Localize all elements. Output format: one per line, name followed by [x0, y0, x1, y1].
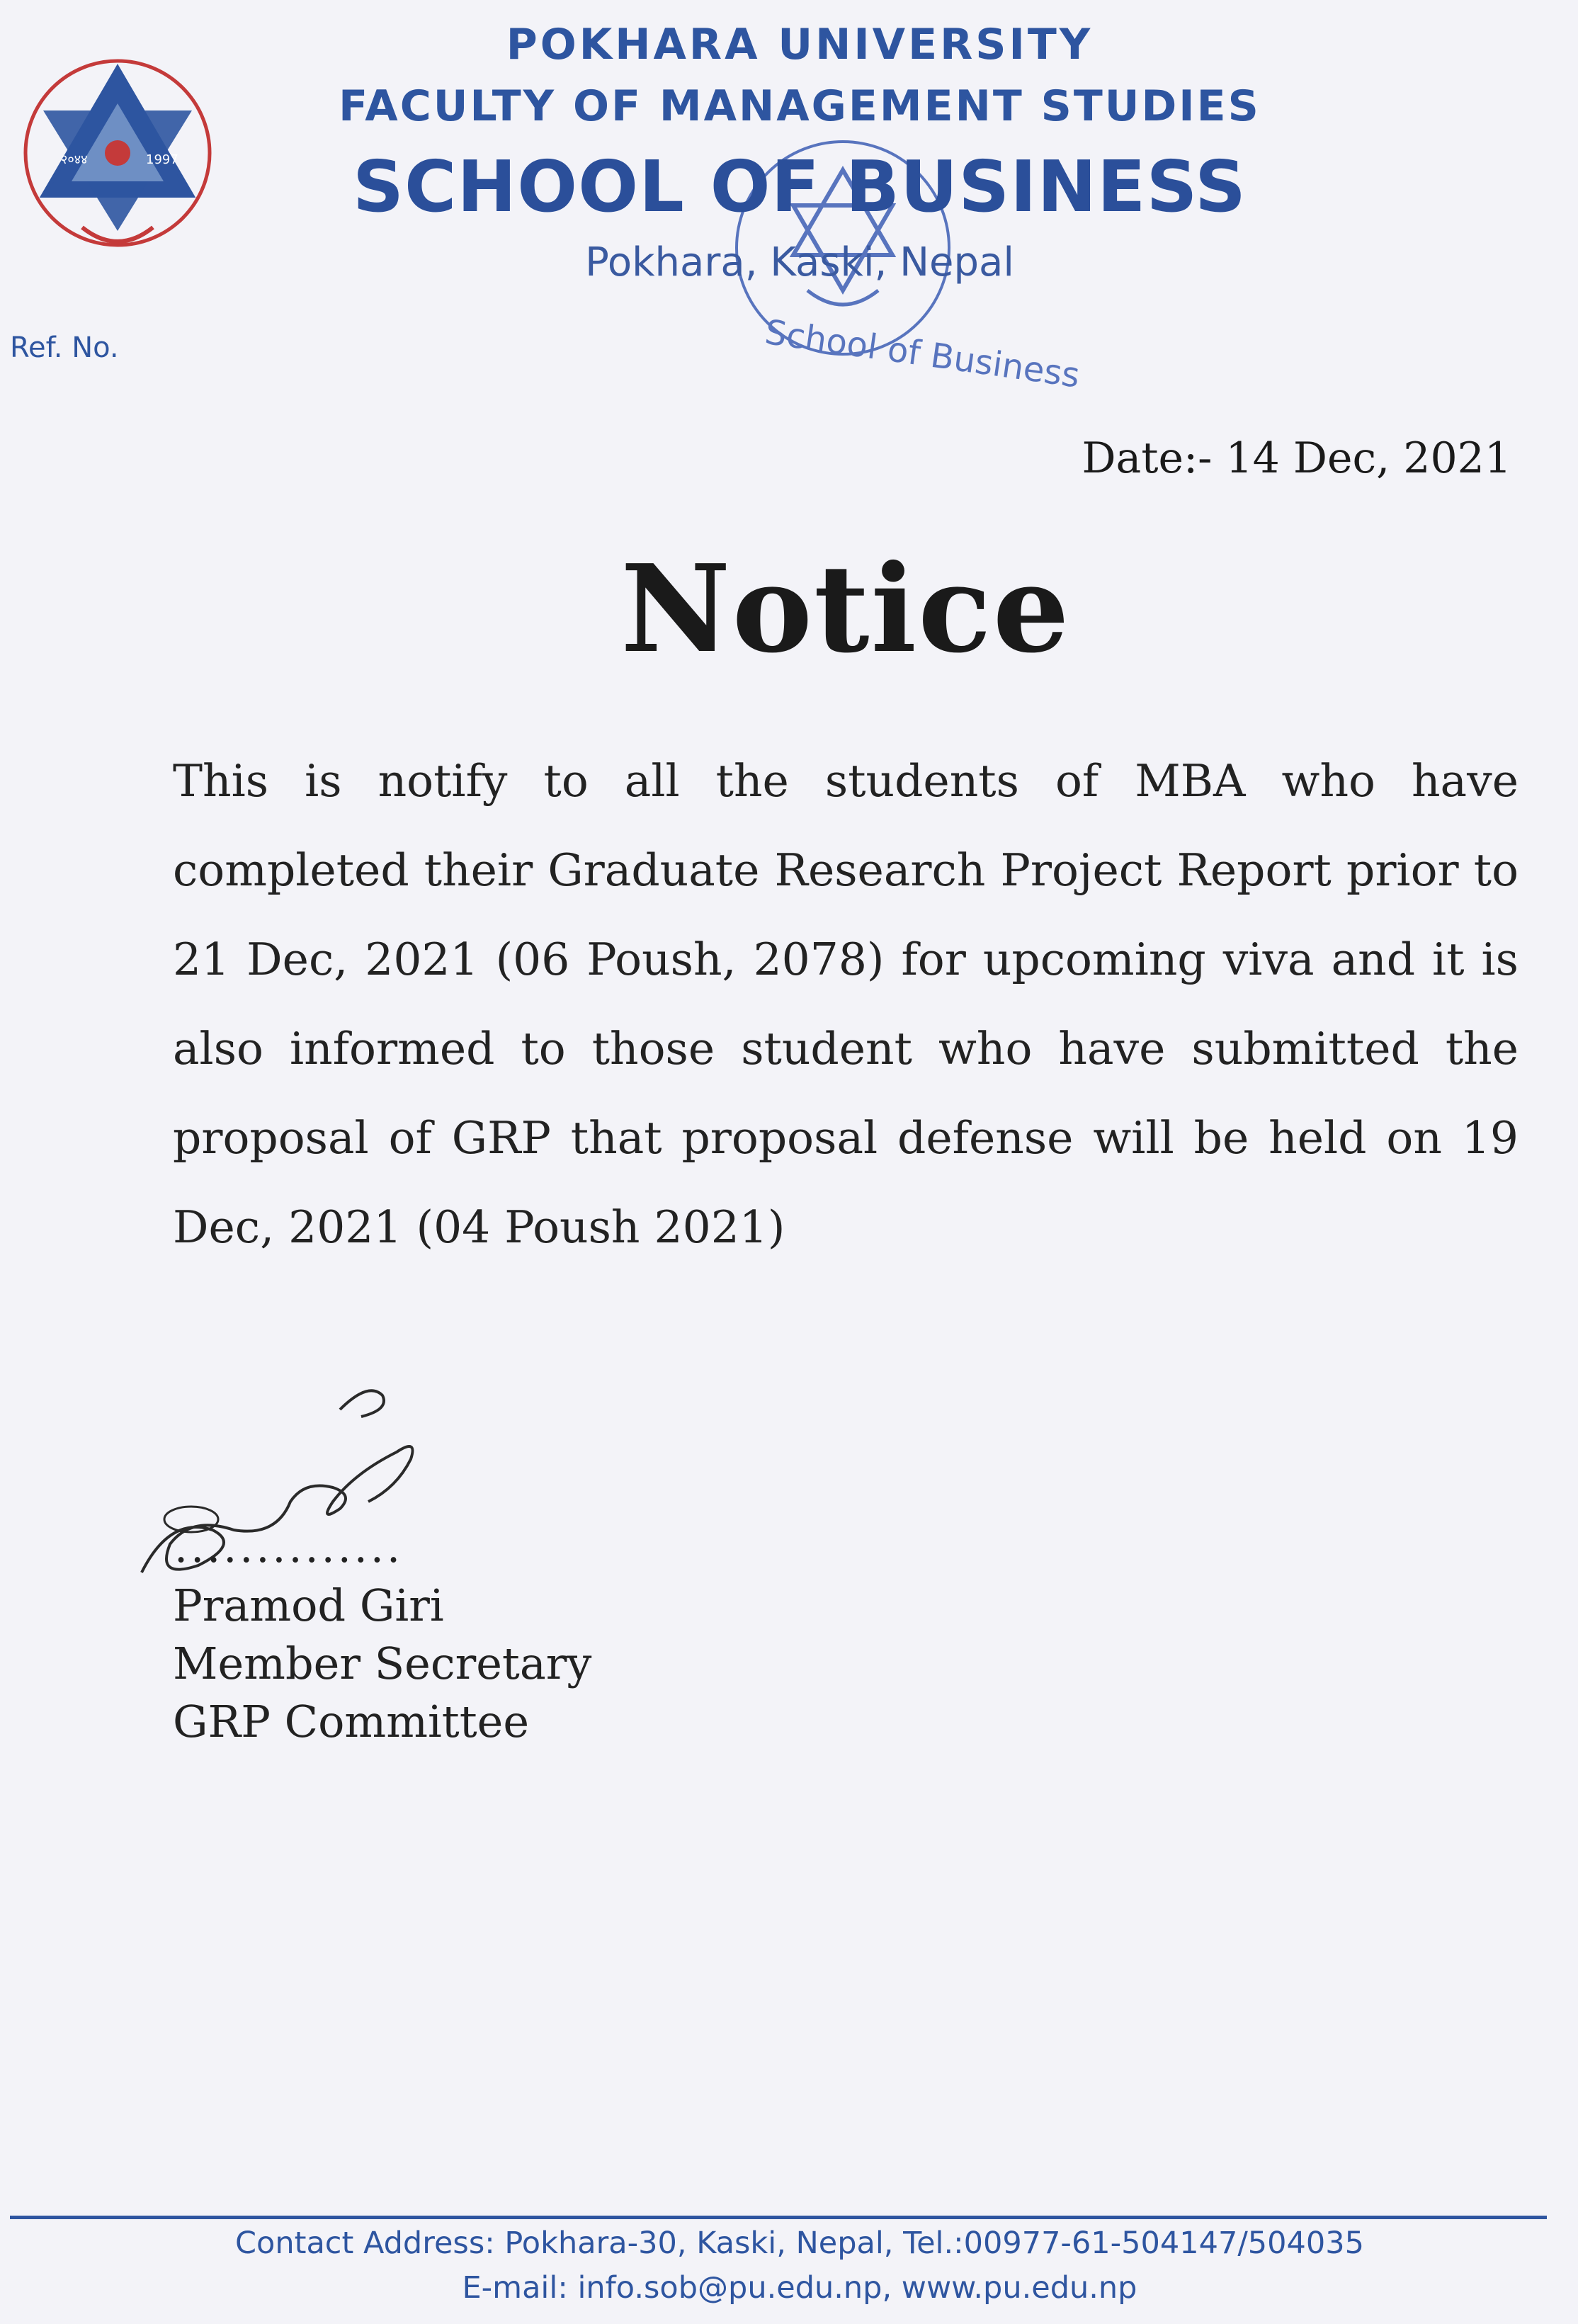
ref-no-label: Ref. No.: [10, 331, 119, 364]
footer-address: Contact Address: Pokhara-30, Kaski, Nepal, Tel.:00977-61-504147/504035: [235, 2226, 1364, 2261]
svg-text:School of Business: School of Business: [762, 312, 1082, 396]
svg-text:२०४४: २०४४: [61, 152, 88, 167]
school-name: SCHOOL OF BUSINESS: [353, 145, 1247, 228]
signature-line: ..............: [174, 1523, 404, 1572]
signatory-committee: GRP Committee: [173, 1696, 530, 1747]
footer-email: E-mail: info.sob@pu.edu.np, www.pu.edu.np: [462, 2270, 1137, 2306]
faculty-name: FACULTY OF MANAGEMENT STUDIES: [339, 81, 1261, 131]
svg-text:1997: 1997: [146, 152, 178, 167]
notice-date: Date:- 14 Dec, 2021: [1082, 433, 1511, 483]
signatory-name: Pramod Giri: [173, 1580, 444, 1631]
university-name: POKHARA UNIVERSITY: [506, 20, 1094, 69]
location: Pokhara, Kaski, Nepal: [585, 239, 1014, 285]
page-title: Notice: [620, 538, 1071, 680]
footer-divider: [10, 2216, 1547, 2219]
notice-body: This is notify to all the students of MBA who have completed their Graduate Research Project Report prior to 21 Dec, 2021 (06 Poush, 2078) for upcoming viva and it is also informed to those student who have submitted the proposal of GRP that proposal defense will be held on 19 Dec, 2021 (04 Poush 2021): [173, 755, 1519, 1253]
signatory-designation: Member Secretary: [173, 1638, 592, 1689]
